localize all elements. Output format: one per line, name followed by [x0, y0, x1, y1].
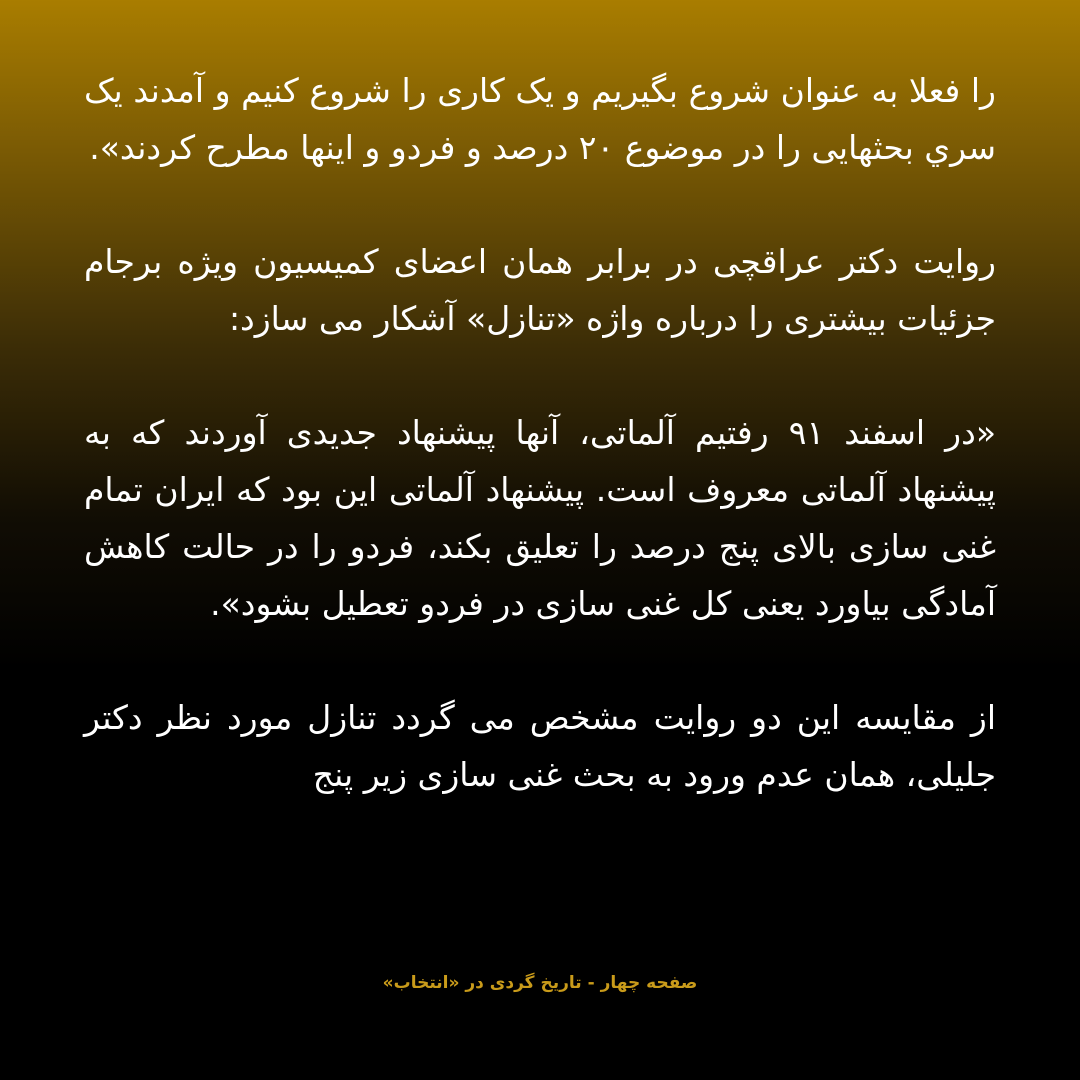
paragraph-3: «در اسفند ۹۱ رفتیم آلماتی، آنها پیشنهاد جدیدی آوردند که به پیشنهاد آلماتی معروف است. پیشنهاد آلماتی این بود که ایران تمام غنی سازی بالای پنج درصد را تعلیق بکند، فردو را در حالت کاهش آمادگی بیاورد یعنی کل غنی سازی در فردو تعطیل بشود». — [84, 413, 997, 623]
paragraph-2: روایت دکتر عراقچی در برابر همان اعضای کمیسیون ویژه برجام جزئیات بیشتری را درباره واژه «تنازل» آشکار می سازد: — [84, 242, 996, 338]
paragraph-4: از مقایسه این دو روایت مشخص می گردد تنازل مورد نظر دکتر جلیلی، همان عدم ورود به بحث غنی سازی زیر پنج — [84, 698, 996, 794]
page-footer: صفحه چهار - تاریخ گردی در «انتخاب» — [382, 973, 698, 993]
paragraph-1: را فعلا به عنوان شروع بگیریم و یک کاری را شروع کنیم و آمدند یک سري بحثهایی را در موضوع ۲۰ درصد و فردو و اینها مطرح کردند». — [84, 71, 996, 167]
article-body — [84, 62, 996, 803]
